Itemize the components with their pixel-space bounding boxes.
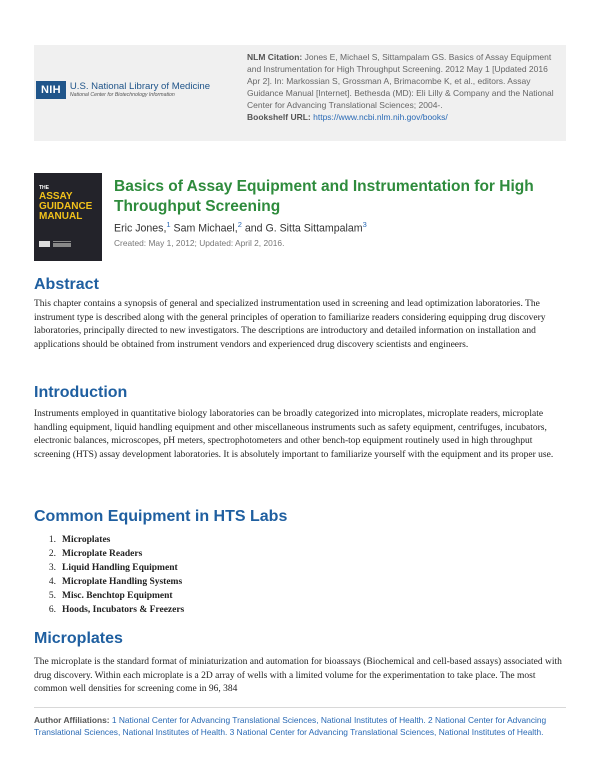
author-3-affiliation-link[interactable]: 3: [362, 220, 367, 229]
article-dates: Created: May 1, 2012; Updated: April 2, 2016.: [114, 238, 285, 248]
author-list: [114, 220, 367, 235]
list-item-number: 5.: [48, 590, 56, 601]
microplates-text: The microplate is the standard format of miniaturization and automation for bioassays (Biochemical and cell-based assays) associated with drug discovery. Within each microplate is a 2D array of wells with a limited volume for the experimentation to take place. The most common well densities for screening come in 96, 384: [34, 657, 562, 694]
common-equipment-heading: Common Equipment in HTS Labs: [34, 508, 288, 525]
list-item-label: Microplates: [62, 535, 111, 545]
cover-line-3: GUIDANCE: [39, 201, 93, 212]
list-item-number: 1.: [48, 535, 56, 545]
list-item: [34, 576, 184, 590]
cover-title: [39, 192, 92, 222]
author-1: Eric Jones,: [114, 222, 167, 235]
bookshelf-label: Bookshelf URL:: [247, 112, 311, 123]
introduction-heading: Introduction: [34, 384, 128, 401]
list-item-number: 2.: [48, 548, 56, 559]
cover-line-1: THE: [39, 185, 49, 191]
list-item-label: Hoods, Incubators & Freezers: [62, 604, 185, 615]
introduction-text: Instruments employed in quantitative biology laboratories can be broadly categorized into microplates, microplate readers, microplate handling equipment, liquid handling equipment and other miscellaneous instruments such as safety equipment, centrifuges, incubators, electronic balances, microscopes, pH meters, spectrophotometers and other bench-top equipment routinely used in high throughput screening (HTS) assay development laboratories. It is absolutely important to familiarize yourself with the equipment and its proper use.: [34, 409, 554, 460]
list-item: [34, 562, 184, 576]
citation-label: NLM Citation:: [247, 52, 303, 62]
nih-logo-icon: NIH: [36, 81, 66, 99]
author-2-affiliation-link[interactable]: 2: [237, 220, 242, 229]
nlm-citation: [247, 51, 559, 124]
abstract-heading: Abstract: [34, 276, 99, 293]
list-item-number: 3.: [48, 562, 56, 573]
cover-line-4: MANUAL: [39, 211, 83, 222]
list-item: [34, 548, 184, 562]
cover-nih-badge-icon: [39, 241, 50, 247]
logo-name: U.S. National Library of Medicine: [69, 81, 211, 92]
author-1-affiliation-link[interactable]: 1: [166, 220, 171, 229]
author-affiliations: [34, 714, 568, 739]
list-item-number: 4.: [48, 576, 56, 587]
affiliations-label: Author Affiliations:: [34, 715, 110, 725]
list-item: [34, 534, 184, 548]
logo-subtitle: National Center for Biotechnology Information: [69, 92, 175, 98]
microplates-heading: Microplates: [34, 630, 123, 647]
citation-text: Jones E, Michael S, Sittampalam GS. Basics of Assay Equipment and Instrumentation for High Throughput Screening. 2012 May 1 [Updated 2016 Apr 2]. In: Markossian S, Grossman A, Brimacombe K, et al., editors. Assay Guidance Manual [Internet]. Bethesda (MD): Eli Lilly & Company and the National Center for Advancing Translational Sciences; 2004-.: [247, 52, 554, 111]
abstract-text: This chapter contains a synopsis of general and specialized instrumentation used in screening and lead optimization laboratories. The instrument type is described along with the general principles of operation to familiarize readers considering equipping drug discovery laboratories, principally directed to new investigators. The descriptions are introductory and detailed information on installation and applications should be obtained from instrument vendors and experienced drug discovery scientists and engineers.: [34, 299, 546, 350]
cover-text-lines-icon: [53, 241, 71, 243]
bookshelf-url-link[interactable]: https://www.ncbi.nlm.nih.gov/books/: [313, 112, 448, 123]
equipment-list: [34, 534, 184, 617]
footer-divider: [34, 707, 566, 708]
nlm-logo[interactable]: [36, 81, 210, 99]
citation-header: [34, 45, 566, 141]
affiliations-text: 1 National Center for Advancing Translational Sciences, National Institutes of Health. 2 National Center for Advancing Translational Sciences, National Institutes of Health. 3 National Center for Advancing Translational Sciences, National Institutes of Health.: [34, 715, 547, 738]
list-item-label: Misc. Benchtop Equipment: [62, 590, 173, 601]
list-item-label: Liquid Handling Equipment: [62, 562, 178, 573]
author-3: and G. Sitta Sittampalam: [244, 222, 363, 235]
cover-line-2: ASSAY: [39, 191, 73, 202]
list-item-label: Microplate Handling Systems: [62, 576, 183, 587]
author-2: Sam Michael,: [173, 222, 238, 235]
list-item: [34, 604, 184, 618]
list-item-number: 6.: [48, 604, 56, 615]
list-item-label: Microplate Readers: [62, 548, 143, 559]
book-cover-image: [34, 173, 102, 261]
article-title: Basics of Assay Equipment and Instrumentation for High Throughput Screening: [114, 178, 534, 215]
list-item: [34, 590, 184, 604]
